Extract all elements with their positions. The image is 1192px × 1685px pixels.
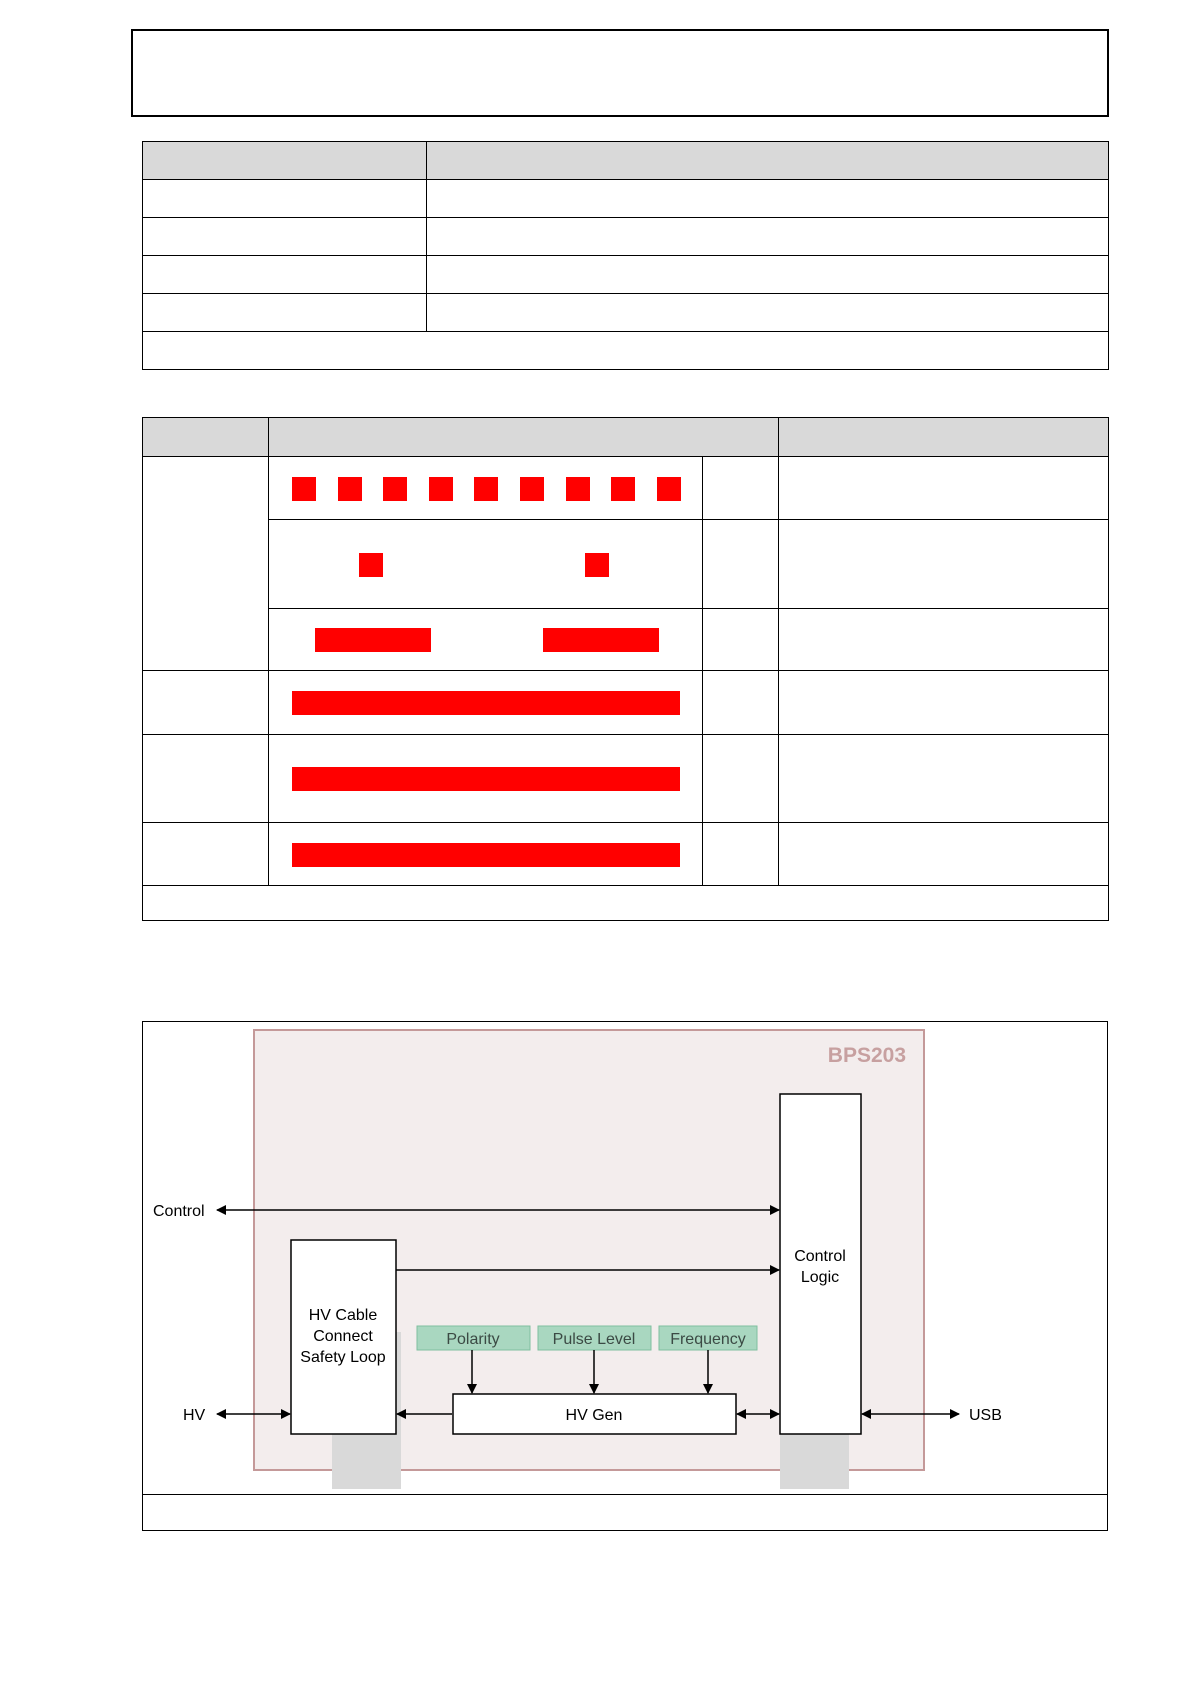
pulse-block	[292, 477, 316, 501]
table-row	[143, 823, 1109, 886]
table-caption-cell	[143, 886, 1109, 921]
table-caption-cell	[143, 332, 1109, 370]
table-cell	[703, 457, 779, 520]
table-cell	[427, 256, 1109, 294]
table-row	[143, 520, 1109, 609]
control-port-label: Control	[153, 1203, 205, 1220]
block-diagram	[143, 1022, 1107, 1492]
table-cell	[779, 520, 1109, 609]
table-row	[143, 735, 1109, 823]
usb-port-label: USB	[969, 1407, 1002, 1424]
table-cell	[143, 671, 269, 735]
safety-loop-label-line2: Connect	[313, 1328, 373, 1345]
pulse-pattern-cell	[269, 671, 703, 735]
pulse-block	[585, 553, 609, 577]
table-cell	[143, 735, 269, 823]
led-table-header-cell	[269, 418, 779, 457]
hv-gen-label: HV Gen	[565, 1407, 623, 1424]
table-cell	[703, 671, 779, 735]
pulse-block	[474, 477, 498, 501]
table-cell	[703, 609, 779, 671]
pulse-block	[543, 628, 659, 652]
info-table-header-cell	[143, 142, 427, 180]
table-cell	[703, 823, 779, 886]
diagram-title: BPS203	[827, 1044, 906, 1067]
table-cell	[703, 520, 779, 609]
pulse-block	[338, 477, 362, 501]
led-pattern-table	[142, 417, 1109, 921]
pulse-block	[611, 477, 635, 501]
table-cell	[143, 180, 427, 218]
table-caption-row	[143, 332, 1109, 370]
table-cell	[779, 735, 1109, 823]
table-row	[143, 256, 1109, 294]
pulse-block	[657, 477, 681, 501]
table-row	[143, 671, 1109, 735]
table-cell	[779, 609, 1109, 671]
led-table-header-cell	[143, 418, 269, 457]
table-cell	[779, 823, 1109, 886]
pulse-pattern-cell	[269, 457, 703, 520]
pulse-pattern-cell	[269, 735, 703, 823]
control-logic-label-line1: Control	[794, 1248, 846, 1265]
pulse-block	[292, 767, 680, 791]
pulse-block	[292, 691, 680, 715]
polarity-label: Polarity	[446, 1331, 500, 1348]
table-row	[143, 457, 1109, 520]
pulse-block	[359, 553, 383, 577]
info-table	[142, 141, 1109, 370]
info-table-header-row	[143, 142, 1109, 180]
led-table-header-row	[143, 418, 1109, 457]
control-logic-label-line2: Logic	[800, 1269, 840, 1286]
pulse-pattern-cell	[269, 823, 703, 886]
document-header-box	[131, 29, 1109, 117]
table-cell	[143, 256, 427, 294]
hv-port-label: HV	[183, 1407, 206, 1424]
block-diagram-figure	[142, 1021, 1108, 1531]
pulse-block	[315, 628, 431, 652]
pulse-pattern-cell	[269, 609, 703, 671]
table-cell	[427, 180, 1109, 218]
pulse-pattern-cell	[269, 520, 703, 609]
table-row	[143, 180, 1109, 218]
pulse-block	[520, 477, 544, 501]
usb-connector-shadow	[780, 1432, 849, 1489]
table-caption-row	[143, 886, 1109, 921]
table-cell	[427, 218, 1109, 256]
info-table-header-cell	[427, 142, 1109, 180]
pulse-block	[292, 843, 680, 867]
table-cell	[143, 294, 427, 332]
led-table-header-cell	[779, 418, 1109, 457]
table-cell	[427, 294, 1109, 332]
table-cell	[779, 671, 1109, 735]
pulse-block	[429, 477, 453, 501]
table-cell	[703, 735, 779, 823]
table-cell	[143, 457, 269, 671]
pulse-block	[566, 477, 590, 501]
safety-loop-label-line3: Safety Loop	[300, 1349, 386, 1366]
table-row	[143, 218, 1109, 256]
pulse-block	[383, 477, 407, 501]
figure-caption-row	[142, 1494, 1108, 1531]
table-row	[143, 294, 1109, 332]
table-cell	[143, 823, 269, 886]
table-cell	[779, 457, 1109, 520]
table-cell	[143, 218, 427, 256]
pulse-level-label: Pulse Level	[552, 1331, 636, 1348]
frequency-label: Frequency	[670, 1331, 746, 1348]
safety-loop-label-line1: HV Cable	[308, 1307, 378, 1324]
table-row	[143, 609, 1109, 671]
